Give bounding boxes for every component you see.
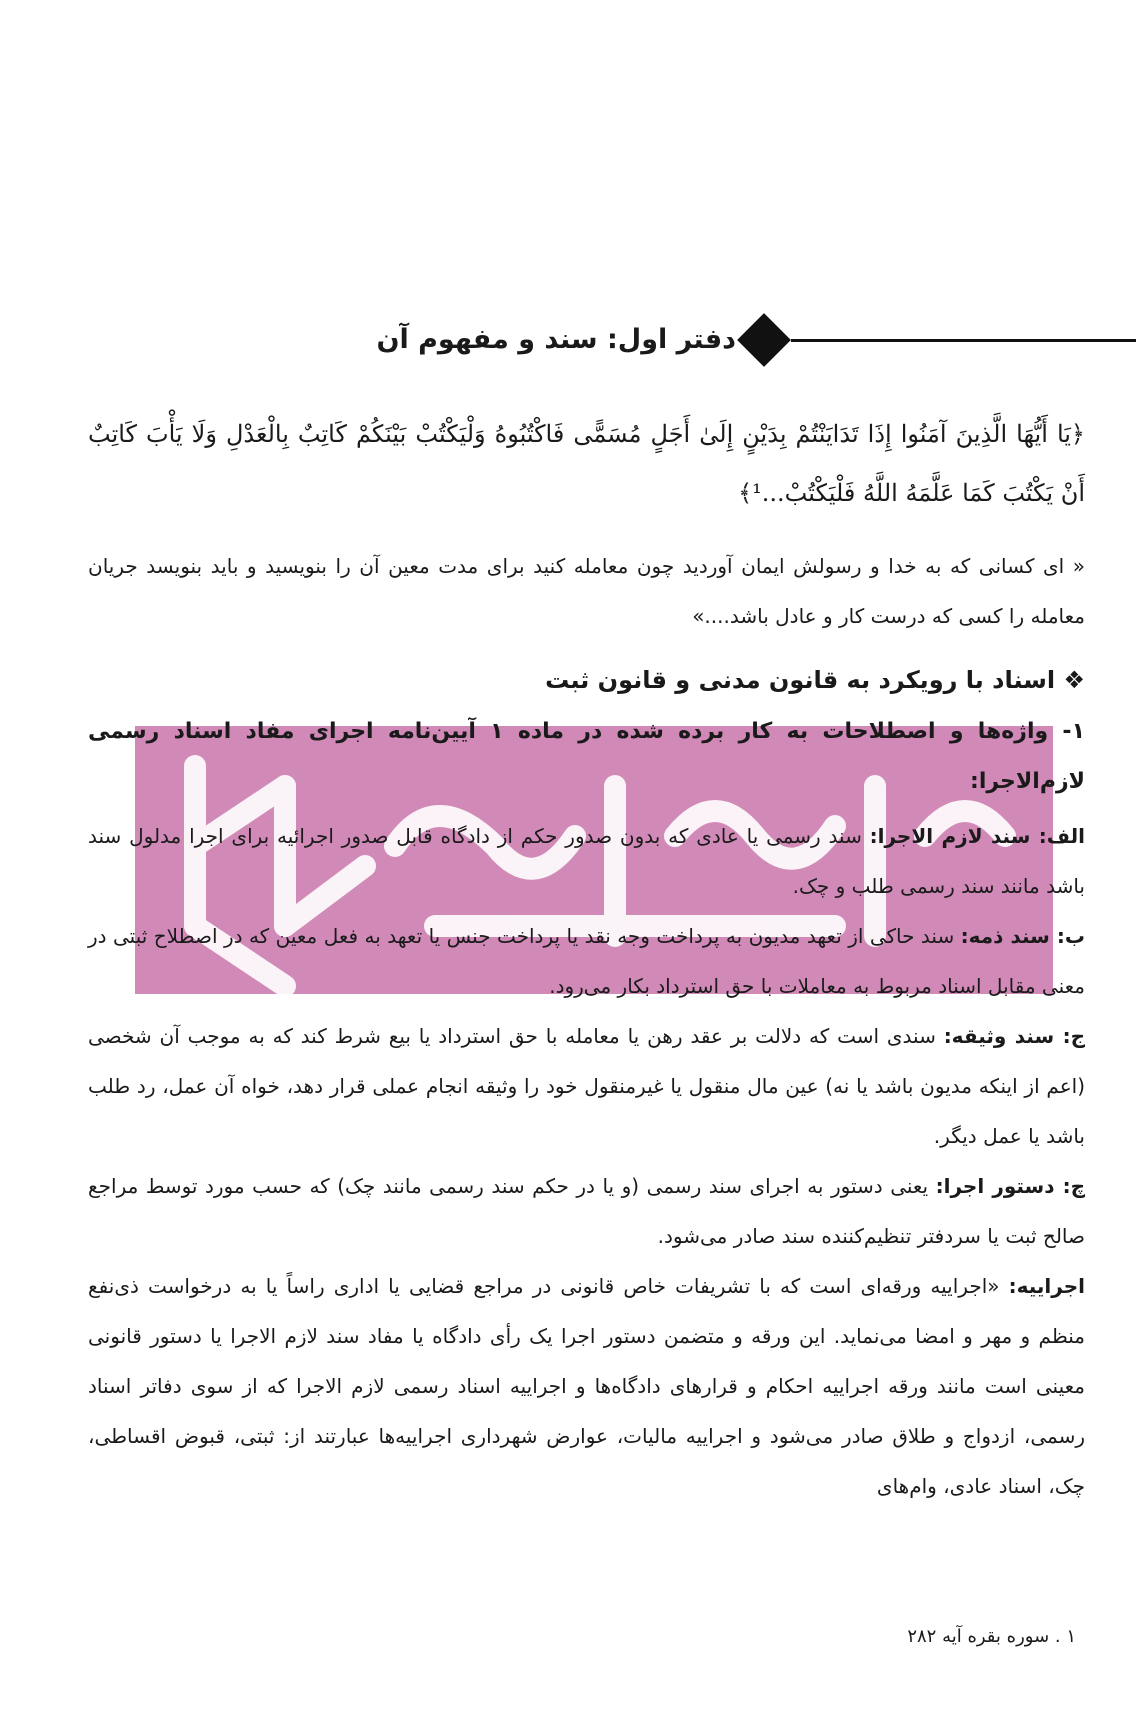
definition-collateral-document xyxy=(88,1011,1085,1161)
definition-writ-of-execution xyxy=(88,1261,1085,1511)
definition-text: یعنی دستور به اجرای سند رسمی (و یا در حکم سند رسمی مانند چک) که حسب مورد توسط مراجع صالح ثبت یا سردفتر تنظیم‌کننده سند صادر می‌شود. xyxy=(88,1174,1085,1248)
definition-text: سندی است که دلالت بر عقد رهن یا معامله با حق استرداد یا بیع شرط کند که به موجب آن شخصی (اعم از اینکه مدیون باشد یا نه) عین مال منقول یا غیرمنقول خود را وثیقه انجام عملی قرار دهد، خواه آن عمل، رد طلب باشد یا عمل دیگر. xyxy=(88,1024,1085,1148)
definition-text: سند رسمی یا عادی که بدون صدور حکم از دادگاه قابل صدور اجرائیه برای اجرا مدلول سند باشد مانند سند رسمی طلب و چک. xyxy=(88,824,1085,898)
definition-debt-document xyxy=(88,911,1085,1011)
definition-term: ب: سند ذمه: xyxy=(960,924,1085,948)
quran-verse: ﴿يَا أَيُّهَا الَّذِينَ آمَنُوا إِذَا تَدَايَنْتُمْ بِدَيْنٍ إِلَىٰ أَجَلٍ مُسَمًّى فَاكْتُبُوهُ وَلْيَكْتُبْ بَيْنَكُمْ كَاتِبٌ بِالْعَدْلِ وَلَا يَأْبَ كَاتِبٌ أَنْ يَكْتُبَ كَمَا عَلَّمَهُ اللَّهُ فَلْيَكْتُبْ...¹﴾ xyxy=(88,420,1085,507)
definition-term: اجراییه: xyxy=(1008,1274,1085,1298)
definition-execution-order xyxy=(88,1161,1085,1261)
section-title: ❖ اسناد با رویکرد به قانون مدنی و قانون ثبت xyxy=(545,666,1085,694)
definition-term: الف: سند لازم الاجرا: xyxy=(869,824,1085,848)
chapter-header xyxy=(376,316,1136,370)
definition-text: سند حاکی از تعهد مدیون به پرداخت وجه نقد یا پرداخت جنس یا تعهد به فعل معین که در اصطلاح ثبتی در معنی مقابل اسناد مربوط به معاملات با حق استرداد بکار می‌رود. xyxy=(88,924,1085,998)
definition-term: ج: سند وثیقه: xyxy=(943,1024,1085,1048)
definition-text: «اجراییه ورقه‌ای است که با تشریفات خاص قانونی در مراجع قضایی یا اداری راساً یا به درخواست ذی‌نفع منظم و مهر و امضا می‌نماید. این ورقه و متضمن دستور اجرا یک رأی دادگاه یا مفاد سند لازم الاجرا یا دستور قانونی معینی است مانند ورقه اجراییه احکام و قرارهای دادگاه‌ها و اجراییه اسناد رسمی لازم الاجرا که از سوی دفاتر اسناد رسمی، ازدواج و طلاق صادر می‌شود و اجراییه مالیات، عوارض شهرداری اجراییه‌ها عبارتند از: ثبتی، قبوض اقساطی، چک، اسناد عادی، وام‌های xyxy=(88,1274,1085,1498)
subsection-title: ۱- واژه‌ها و اصطلاحات به کار برده شده در ماده ۱ آیین‌نامه اجرای مفاد اسناد رسمی لازم‌الاجرا: xyxy=(88,719,1085,794)
page-content xyxy=(88,405,1085,1511)
diamond-icon xyxy=(737,313,791,367)
verse-translation: « ای کسانی که به خدا و رسولش ایمان آوردید چون معامله کنید برای مدت معین آن را بنویسید و باید بنویسد جریان معامله را کسی که درست کار و عادل باشد....» xyxy=(88,554,1085,628)
definition-term: چ: دستور اجرا: xyxy=(935,1174,1085,1198)
chapter-rule xyxy=(791,339,1136,342)
definition-binding-document xyxy=(88,811,1085,911)
footnote: ۱ . سوره بقره آیه ۲۸۲ xyxy=(907,1626,1076,1647)
chapter-title: دفتر اول: سند و مفهوم آن xyxy=(376,324,736,355)
